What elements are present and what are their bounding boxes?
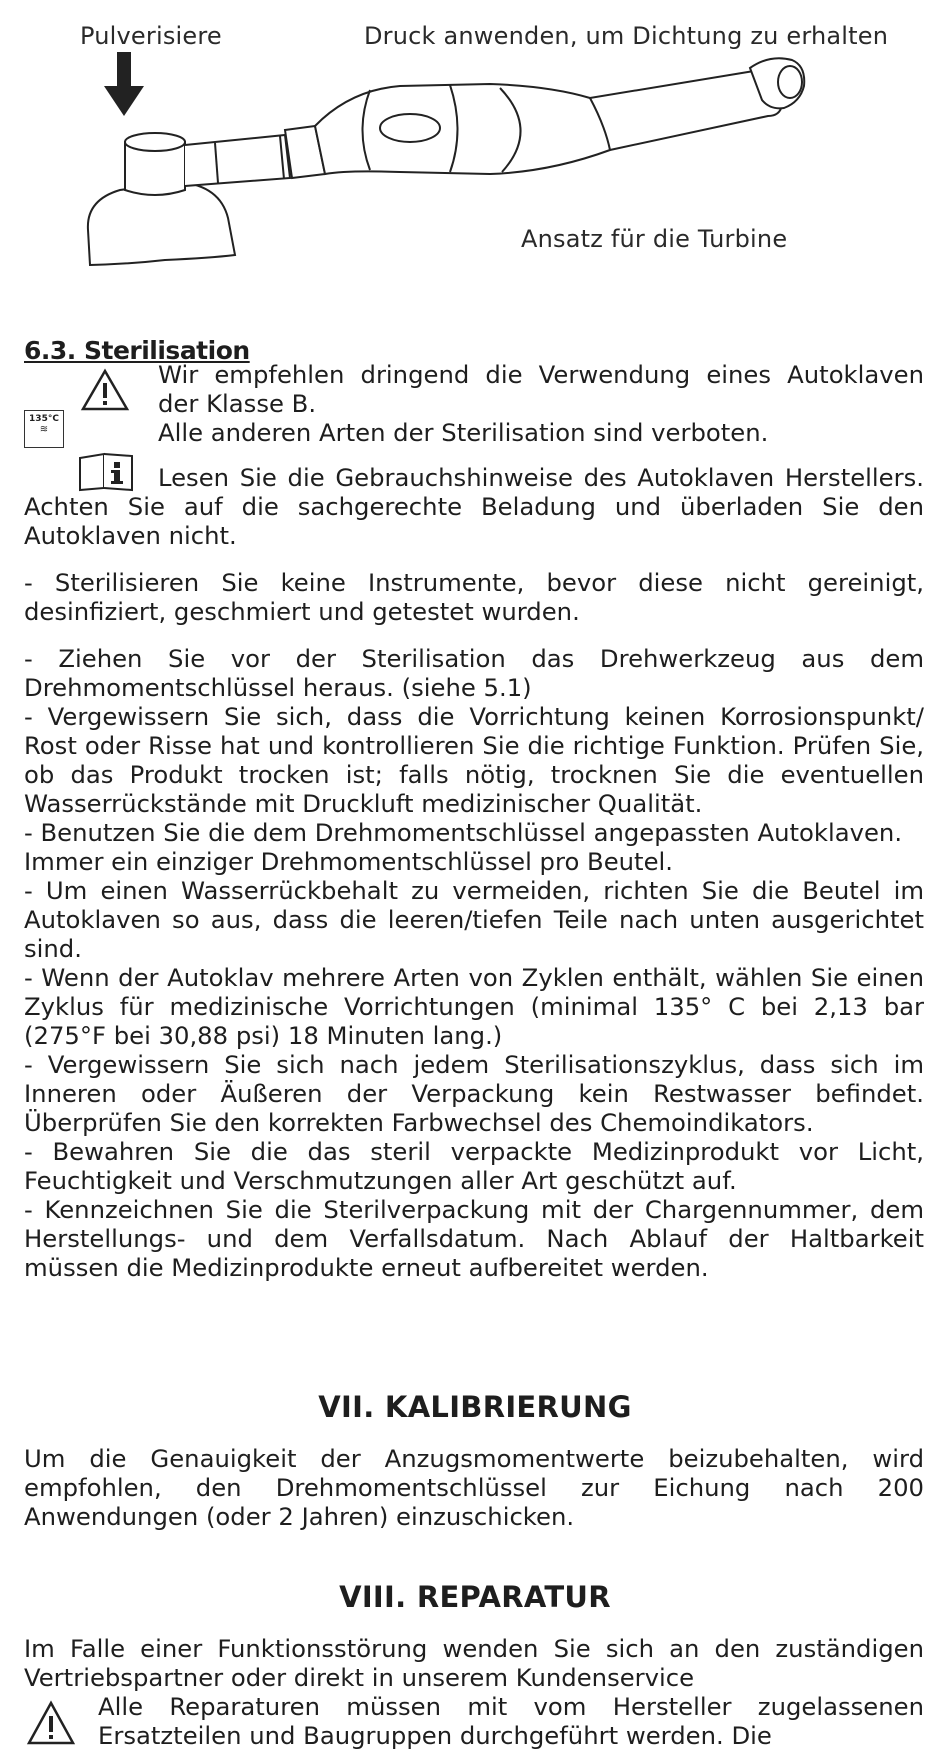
section-7-heading: VII. KALIBRIERUNG <box>318 1390 632 1424</box>
list-item: - Wenn der Autoklav mehrere Arten von Zyklen enthält, wählen Sie einen Zyklus für medizinische Vorrichtungen (minimal 135° C bei 2,13 bar (275°F bei 30,88 psi) 18 Minuten lang.) <box>24 963 924 1050</box>
section-8-heading: VIII. REPARATUR <box>339 1580 611 1614</box>
section-7-body: Um die Genauigkeit der Anzugsmomentwerte beizubehalten, wird empfohlen, den Drehmomentschlüssel zur Eichung nach 200 Anwendungen (oder 2 Jahren) einzuschicken. <box>24 1444 924 1531</box>
autoclave-135c-icon <box>24 410 64 448</box>
list-item: - Um einen Wasserrückbehalt zu vermeiden, richten Sie die Beutel im Autoklaven so aus, dass die leeren/tiefen Teile nach unten ausgerichtet sind. <box>24 876 924 963</box>
warning-icon <box>26 1700 76 1746</box>
section-8-warning: Alle Reparaturen müssen mit vom Hersteller zugelassenen Ersatzteilen und Baugruppen durchgeführt werden. Die <box>98 1692 924 1750</box>
figure-label-attachment: Ansatz für die Turbine <box>521 225 788 253</box>
list-item: - Bewahren Sie die das steril verpackte Medizinprodukt vor Licht, Feuchtigkeit und Verschmutzungen aller Art geschützt auf. <box>24 1137 924 1195</box>
figure-label-pressure: Druck anwenden, um Dichtung zu erhalten <box>364 22 889 50</box>
section-6-3-heading: 6.3. Sterilisation <box>24 336 250 365</box>
steam-icon: ≋ <box>39 424 49 435</box>
warning-line-2: der Klasse B. <box>158 389 317 418</box>
list-item: - Benutzen Sie die dem Drehmomentschlüssel angepassten Autoklaven. <box>24 818 903 847</box>
sterilisation-list <box>24 644 924 1282</box>
warning-line-3: Alle anderen Arten der Sterilisation sind verboten. <box>158 418 769 447</box>
manual-note: Lesen Sie die Gebrauchshinweise des Autoklaven Herstellers. Achten Sie auf die sachgerechte Beladung und überladen Sie den Autoklaven nicht. <box>24 463 924 550</box>
arrow-down-icon <box>104 52 144 116</box>
figure-label-spray: Pulverisiere <box>80 22 222 50</box>
lubrication-figure <box>0 0 950 290</box>
autoclave-temp-label: 135°C <box>29 414 59 424</box>
list-item: - Ziehen Sie vor der Sterilisation das Drehwerkzeug aus dem Drehmomentschlüssel heraus. (siehe 5.1) <box>24 644 924 702</box>
list-item: Immer ein einziger Drehmomentschlüssel pro Beutel. <box>24 847 673 876</box>
section-8-body: Im Falle einer Funktionsstörung wenden Sie sich an den zuständigen Vertriebspartner oder direkt in unserem Kundenservice <box>24 1634 924 1692</box>
list-item: - Vergewissern Sie sich nach jedem Sterilisationszyklus, dass sich im Inneren oder Äußeren der Verpackung kein Restwasser befindet. Überprüfen Sie den korrekten Farbwechsel des Chemoindikators. <box>24 1050 924 1137</box>
list-item: - Kennzeichnen Sie die Sterilverpackung mit der Chargennummer, dem Herstellungs- und dem Verfallsdatum. Nach Ablauf der Haltbarkeit müssen die Medizinprodukte erneut aufbereitet werden. <box>24 1195 924 1282</box>
paragraph-clean: - Sterilisieren Sie keine Instrumente, bevor diese nicht gereinigt, desinfiziert, geschmiert und getestet wurden. <box>24 568 924 626</box>
warning-line-1: Wir empfehlen dringend die Verwendung eines Autoklaven <box>158 360 924 389</box>
list-item: - Vergewissern Sie sich, dass die Vorrichtung keinen Korrosionspunkt/ Rost oder Risse hat und kontrollieren Sie die richtige Funktion. Prüfen Sie, ob das Produkt trocken ist; falls nötig, trocknen Sie die eventuellen Wasserrückstände mit Druckluft medizinischer Qualität. <box>24 702 924 818</box>
warning-text <box>158 360 924 447</box>
warning-icon <box>80 368 130 412</box>
handpiece-illustration <box>70 50 870 270</box>
